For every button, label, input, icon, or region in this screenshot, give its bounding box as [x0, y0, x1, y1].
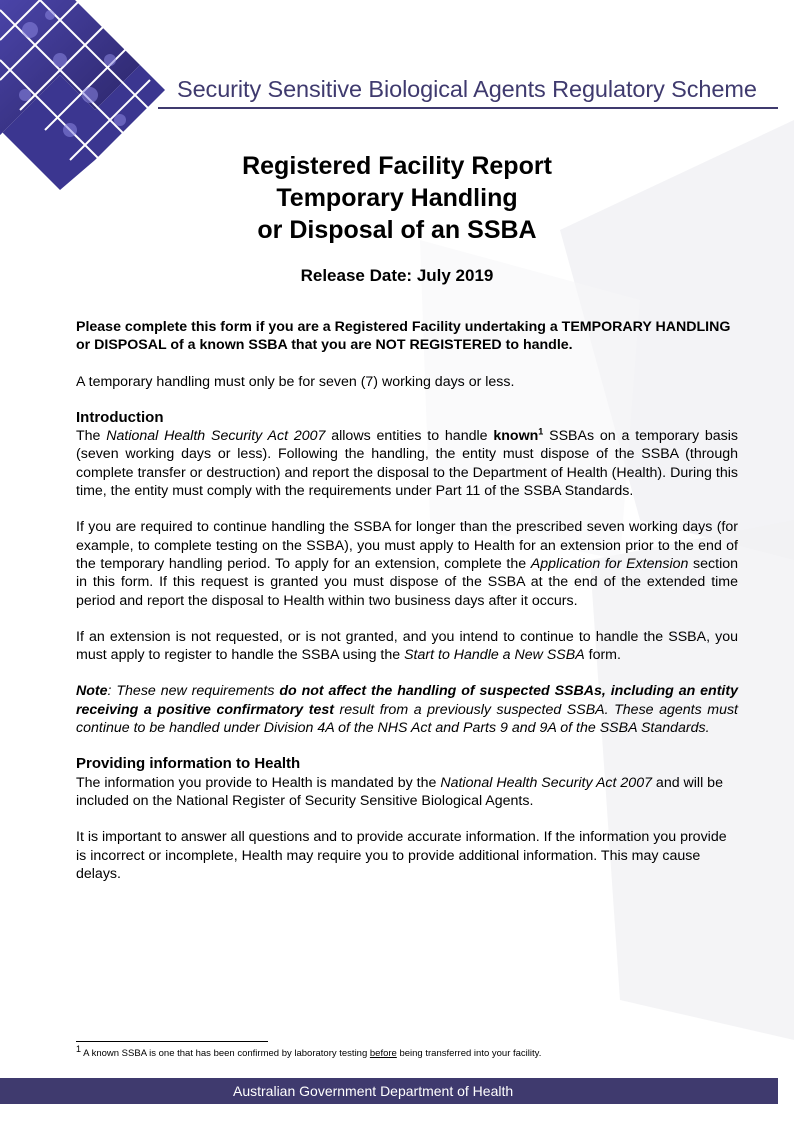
introduction-paragraph-2: If you are required to continue handling the SSBA for longer than the prescribed seven working days (for example, to complete testing on the SSBA), you must apply to Health for an extension prior to the end of the temporary handling period. To apply for an extension, complete the Application for Extension section in this form. If this request is granted you must dispose of the SSBA at the end of the extended time period and report the disposal to Health within two business days after it occurs. [76, 519, 739, 609]
header-rule [158, 107, 778, 109]
providing-paragraph-2: It is important to answer all questions and to provide accurate information. If the information you provide is incorrect or incomplete, Health may require you to provide additional information. This may cause delays. [76, 829, 727, 882]
scheme-title: Security Sensitive Biological Agents Regulatory Scheme [177, 76, 757, 102]
intro-bold-lead: Please complete this form if you are a Registered Facility undertaking a TEMPORARY HANDLING or DISPOSAL of a known SSBA that you are NOT REGISTERED to handle. [76, 319, 731, 354]
temporary-note: A temporary handling must only be for seven (7) working days or less. [76, 373, 515, 390]
footnote-rule [76, 1041, 268, 1042]
introduction-paragraph-3: If an extension is not requested, or is not granted, and you intend to continue to handle the SSBA, you must apply to register to handle the SSBA using the Start to Handle a New SSBA form. [76, 628, 738, 664]
introduction-heading: Introduction [76, 408, 164, 426]
note-paragraph: Note: These new requirements do not affect the handling of suspected SSBAs, including an entity receiving a positive confirmatory test result from a previously suspected SSBA. These agents must continue to be handled under Division 4A of the NHS Act and Parts 9 and 9A of the SSBA Standards. [76, 683, 738, 737]
providing-paragraph-1: The information you provide to Health is mandated by the National Health Security Act 2007 and will be included on the National Register of Security Sensitive Biological Agents. [76, 774, 723, 809]
title-line-3: or Disposal of an SSBA [257, 216, 537, 244]
footnote: $^1$ A known SSBA is one that has been confirmed by laboratory testing before being transferred into your facility. [76, 1043, 542, 1059]
title-line-2: Temporary Handling [276, 184, 518, 212]
footer-department: Australian Government Department of Health [233, 1083, 514, 1099]
introduction-paragraph-1: The National Health Security Act 2007 allows entities to handle known$^1$ SSBAs on a temporary basis (seven working days or less). Following the handling, the entity must dispose of the SSBA (through complete transfer or destruction) and report the disposal to the Department of Health (Health). During this time, the entity must comply with the requirements under Part 11 of the SSBA Standards. [76, 426, 739, 500]
footnote-ref: 1 [538, 426, 544, 437]
providing-heading: Providing information to Health [76, 755, 301, 773]
title-line-1: Registered Facility Report [242, 152, 552, 180]
release-date: Release Date: July 2019 [300, 266, 494, 285]
report-title [0, 150, 794, 246]
form-body [76, 318, 738, 883]
